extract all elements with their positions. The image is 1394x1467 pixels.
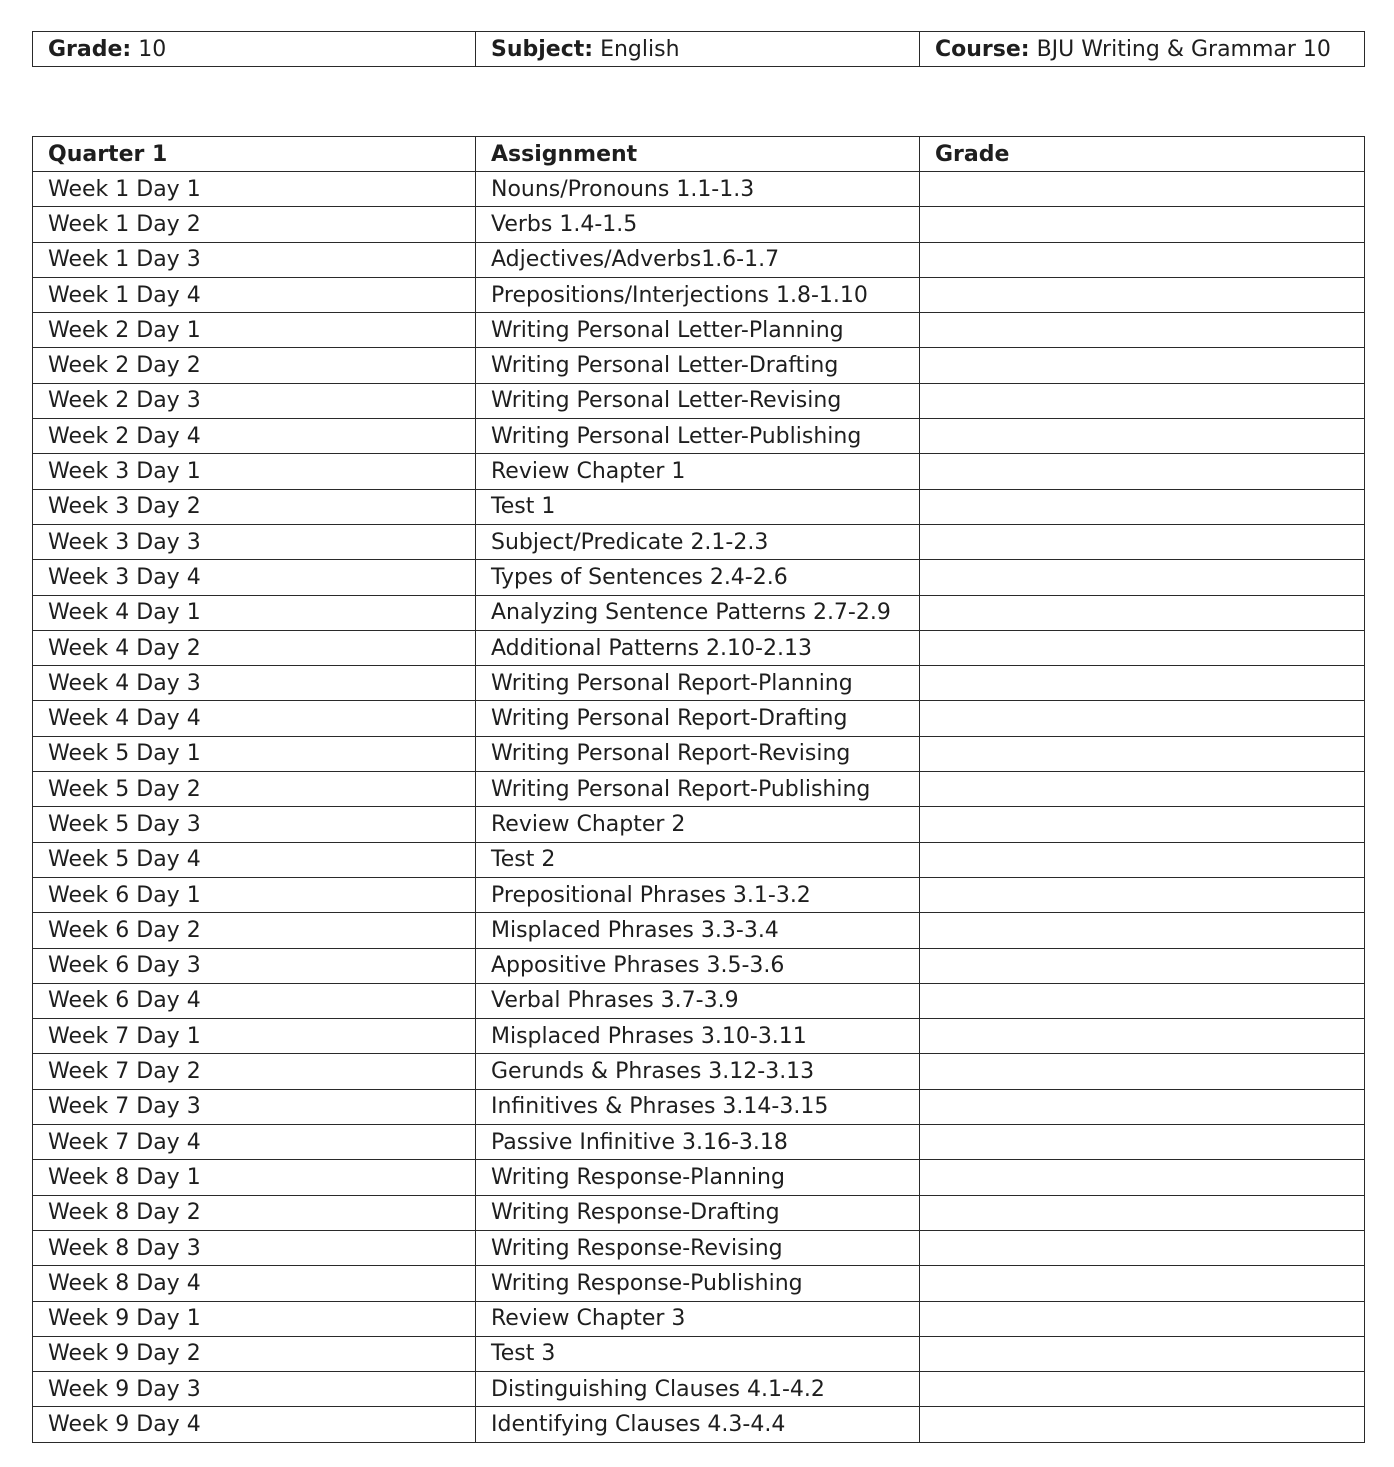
grade-cell[interactable] (920, 877, 1365, 912)
course-cell (920, 32, 1365, 67)
day-cell: Week 8 Day 2 (33, 1195, 476, 1230)
day-cell: Week 2 Day 3 (33, 383, 476, 418)
schedule-body (33, 172, 1365, 1443)
table-row (33, 1089, 1365, 1124)
course-label: Course: (935, 36, 1030, 62)
grade-cell[interactable] (920, 348, 1365, 383)
table-row (33, 348, 1365, 383)
grade-cell[interactable] (920, 383, 1365, 418)
assignment-cell: Writing Personal Report-Drafting (476, 701, 920, 736)
assignment-cell: Nouns/Pronouns 1.1-1.3 (476, 172, 920, 207)
day-cell: Week 1 Day 4 (33, 277, 476, 312)
table-row (33, 1301, 1365, 1336)
grade-cell[interactable] (920, 1054, 1365, 1089)
assignment-cell: Review Chapter 1 (476, 454, 920, 489)
assignment-cell: Identifying Clauses 4.3-4.4 (476, 1407, 920, 1442)
day-cell: Week 2 Day 2 (33, 348, 476, 383)
assignment-cell: Gerunds & Phrases 3.12-3.13 (476, 1054, 920, 1089)
grade-cell[interactable] (920, 313, 1365, 348)
day-cell: Week 2 Day 1 (33, 313, 476, 348)
day-cell: Week 6 Day 1 (33, 877, 476, 912)
day-cell: Week 8 Day 4 (33, 1266, 476, 1301)
grade-cell[interactable] (920, 242, 1365, 277)
grade-cell[interactable] (920, 595, 1365, 630)
day-cell: Week 3 Day 3 (33, 524, 476, 559)
day-cell: Week 5 Day 1 (33, 736, 476, 771)
day-cell: Week 7 Day 1 (33, 1019, 476, 1054)
day-cell: Week 4 Day 1 (33, 595, 476, 630)
grade-cell[interactable] (920, 1230, 1365, 1265)
assignment-cell: Misplaced Phrases 3.3-3.4 (476, 913, 920, 948)
day-cell: Week 6 Day 2 (33, 913, 476, 948)
assignment-cell: Test 3 (476, 1336, 920, 1371)
day-cell: Week 6 Day 3 (33, 948, 476, 983)
table-row (33, 560, 1365, 595)
table-row (33, 1230, 1365, 1265)
course-value: BJU Writing & Grammar 10 (1036, 36, 1331, 62)
table-row (33, 1195, 1365, 1230)
assignment-cell: Writing Personal Report-Publishing (476, 772, 920, 807)
grade-cell[interactable] (920, 454, 1365, 489)
grade-cell[interactable] (920, 666, 1365, 701)
assignment-cell: Review Chapter 3 (476, 1301, 920, 1336)
grade-cell[interactable] (920, 772, 1365, 807)
grade-cell[interactable] (920, 1266, 1365, 1301)
grade-cell[interactable] (920, 1301, 1365, 1336)
grade-cell[interactable] (920, 207, 1365, 242)
grade-cell[interactable] (920, 1336, 1365, 1371)
day-cell: Week 7 Day 2 (33, 1054, 476, 1089)
table-row (33, 419, 1365, 454)
day-cell: Week 4 Day 3 (33, 666, 476, 701)
table-row (33, 383, 1365, 418)
assignment-cell: Writing Response-Planning (476, 1160, 920, 1195)
grade-cell[interactable] (920, 172, 1365, 207)
assignment-cell: Test 2 (476, 842, 920, 877)
table-row (33, 1019, 1365, 1054)
grade-level-label: Grade: (48, 36, 132, 62)
assignment-cell: Appositive Phrases 3.5-3.6 (476, 948, 920, 983)
table-row (33, 1372, 1365, 1407)
grade-level-value: 10 (138, 36, 167, 62)
assignment-cell: Review Chapter 2 (476, 807, 920, 842)
table-row (33, 772, 1365, 807)
table-row (33, 1407, 1365, 1442)
course-info-table (32, 31, 1365, 67)
column-header-assignment: Assignment (476, 137, 920, 172)
day-cell: Week 6 Day 4 (33, 983, 476, 1018)
table-row (33, 842, 1365, 877)
grade-cell[interactable] (920, 1019, 1365, 1054)
table-row (33, 1336, 1365, 1371)
grade-level-cell (33, 32, 476, 67)
table-row (33, 242, 1365, 277)
table-row (33, 948, 1365, 983)
day-cell: Week 5 Day 4 (33, 842, 476, 877)
table-row (33, 630, 1365, 665)
table-row (33, 877, 1365, 912)
day-cell: Week 7 Day 3 (33, 1089, 476, 1124)
assignment-cell: Verbal Phrases 3.7-3.9 (476, 983, 920, 1018)
grade-cell[interactable] (920, 419, 1365, 454)
subject-value: English (600, 36, 680, 62)
table-row (33, 595, 1365, 630)
day-cell: Week 7 Day 4 (33, 1125, 476, 1160)
assignment-cell: Verbs 1.4-1.5 (476, 207, 920, 242)
day-cell: Week 5 Day 2 (33, 772, 476, 807)
table-row (33, 313, 1365, 348)
grade-cell[interactable] (920, 1372, 1365, 1407)
day-cell: Week 8 Day 1 (33, 1160, 476, 1195)
grade-cell[interactable] (920, 983, 1365, 1018)
assignment-cell: Writing Personal Report-Planning (476, 666, 920, 701)
assignment-cell: Analyzing Sentence Patterns 2.7-2.9 (476, 595, 920, 630)
assignment-cell: Writing Personal Letter-Planning (476, 313, 920, 348)
day-cell: Week 1 Day 1 (33, 172, 476, 207)
day-cell: Week 4 Day 4 (33, 701, 476, 736)
assignment-cell: Adjectives/Adverbs1.6-1.7 (476, 242, 920, 277)
grade-cell[interactable] (920, 948, 1365, 983)
column-header-grade: Grade (920, 137, 1365, 172)
grade-cell[interactable] (920, 489, 1365, 524)
day-cell: Week 9 Day 1 (33, 1301, 476, 1336)
table-row (33, 524, 1365, 559)
assignment-cell: Additional Patterns 2.10-2.13 (476, 630, 920, 665)
assignment-cell: Writing Personal Letter-Revising (476, 383, 920, 418)
table-row (33, 913, 1365, 948)
grade-cell[interactable] (920, 1125, 1365, 1160)
grade-cell[interactable] (920, 842, 1365, 877)
grade-cell[interactable] (920, 560, 1365, 595)
day-cell: Week 4 Day 2 (33, 630, 476, 665)
table-row (33, 807, 1365, 842)
day-cell: Week 3 Day 1 (33, 454, 476, 489)
table-row (33, 1054, 1365, 1089)
day-cell: Week 9 Day 3 (33, 1372, 476, 1407)
table-row (33, 489, 1365, 524)
table-row (33, 1266, 1365, 1301)
table-row (33, 454, 1365, 489)
schedule-header-row (33, 137, 1365, 172)
table-row (33, 1125, 1365, 1160)
table-row (33, 666, 1365, 701)
grade-cell[interactable] (920, 807, 1365, 842)
assignment-cell: Writing Personal Letter-Drafting (476, 348, 920, 383)
grade-cell[interactable] (920, 913, 1365, 948)
day-cell: Week 3 Day 4 (33, 560, 476, 595)
grade-cell[interactable] (920, 1195, 1365, 1230)
subject-label: Subject: (491, 36, 594, 62)
day-cell: Week 1 Day 2 (33, 207, 476, 242)
grade-cell[interactable] (920, 701, 1365, 736)
table-row (33, 983, 1365, 1018)
day-cell: Week 3 Day 2 (33, 489, 476, 524)
assignment-cell: Types of Sentences 2.4-2.6 (476, 560, 920, 595)
table-row (33, 736, 1365, 771)
grade-cell[interactable] (920, 277, 1365, 312)
assignment-cell: Writing Response-Publishing (476, 1266, 920, 1301)
table-row (33, 172, 1365, 207)
grade-cell[interactable] (920, 1160, 1365, 1195)
day-cell: Week 8 Day 3 (33, 1230, 476, 1265)
assignment-cell: Writing Personal Report-Revising (476, 736, 920, 771)
grade-cell[interactable] (920, 1407, 1365, 1442)
table-row (33, 277, 1365, 312)
grade-cell[interactable] (920, 630, 1365, 665)
assignment-cell: Subject/Predicate 2.1-2.3 (476, 524, 920, 559)
day-cell: Week 1 Day 3 (33, 242, 476, 277)
day-cell: Week 2 Day 4 (33, 419, 476, 454)
table-row (33, 1160, 1365, 1195)
column-header-quarter: Quarter 1 (33, 137, 476, 172)
assignment-cell: Prepositional Phrases 3.1-3.2 (476, 877, 920, 912)
grade-cell[interactable] (920, 736, 1365, 771)
grade-cell[interactable] (920, 1089, 1365, 1124)
day-cell: Week 5 Day 3 (33, 807, 476, 842)
assignment-cell: Test 1 (476, 489, 920, 524)
course-info-row (33, 32, 1365, 67)
assignment-cell: Infinitives & Phrases 3.14-3.15 (476, 1089, 920, 1124)
assignment-cell: Distinguishing Clauses 4.1-4.2 (476, 1372, 920, 1407)
grade-cell[interactable] (920, 524, 1365, 559)
assignment-cell: Passive Infinitive 3.16-3.18 (476, 1125, 920, 1160)
day-cell: Week 9 Day 4 (33, 1407, 476, 1442)
table-row (33, 207, 1365, 242)
table-row (33, 701, 1365, 736)
day-cell: Week 9 Day 2 (33, 1336, 476, 1371)
assignment-cell: Prepositions/Interjections 1.8-1.10 (476, 277, 920, 312)
assignment-cell: Writing Personal Letter-Publishing (476, 419, 920, 454)
assignment-schedule-table (32, 136, 1365, 1443)
assignment-cell: Writing Response-Revising (476, 1230, 920, 1265)
assignment-cell: Writing Response-Drafting (476, 1195, 920, 1230)
assignment-cell: Misplaced Phrases 3.10-3.11 (476, 1019, 920, 1054)
subject-cell (476, 32, 920, 67)
